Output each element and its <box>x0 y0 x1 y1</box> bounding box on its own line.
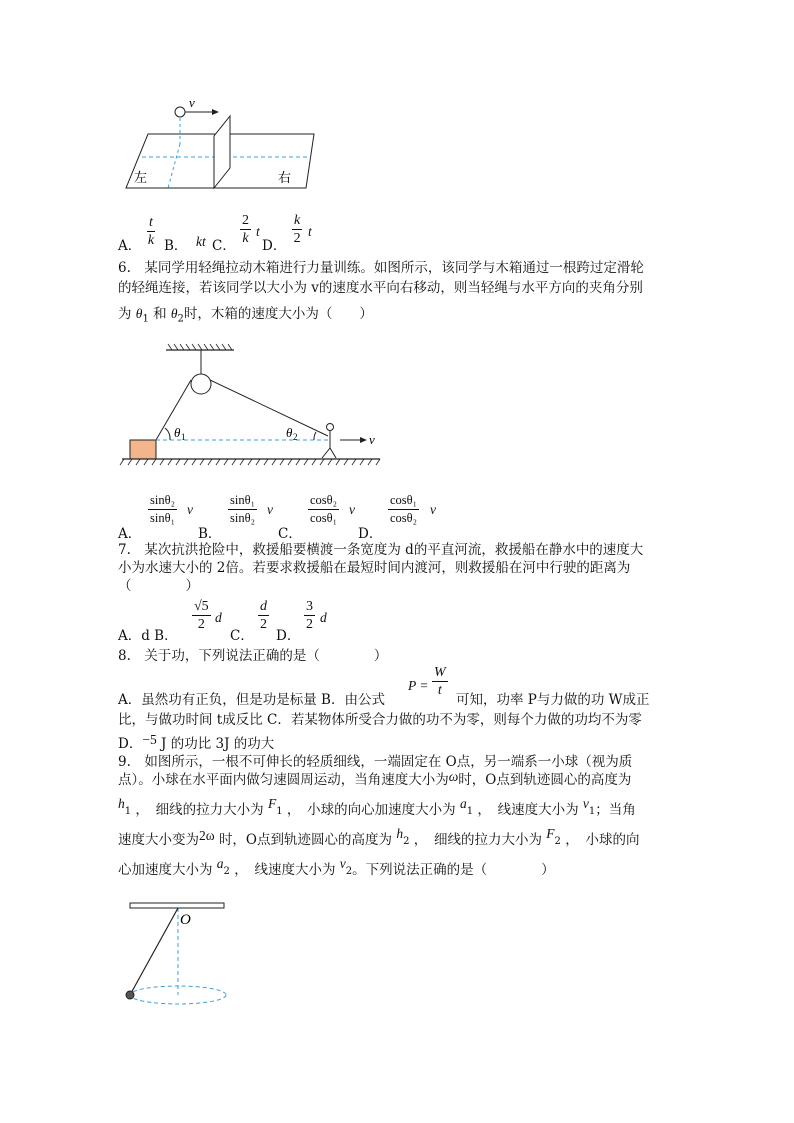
q7-option-a-b-text: A．d B． <box>118 628 178 644</box>
q7-c-den: 2 <box>260 617 267 632</box>
fig6-theta1-sub: 1 <box>181 432 186 442</box>
q6-c-num: cosθ₂ <box>308 492 339 510</box>
q9-h2-sub: 2 <box>403 835 410 847</box>
q9-line4-b: 时，O点到轨迹圆心的高度为 <box>218 832 393 848</box>
q9-F1: F <box>267 796 277 811</box>
q9-line-3 <box>118 796 636 826</box>
q9-v2: v <box>339 856 346 871</box>
fig6-theta1: θ <box>174 425 181 440</box>
q7-option-c-fraction <box>258 598 269 633</box>
q6-option-a-prefix: A． <box>118 526 142 542</box>
q8-line-3: 比，与做功时间 t成反比 C．若某物体所受合力做的功不为零，则每个力做的功均不为零 <box>118 712 642 728</box>
q8-line-4 <box>118 734 274 754</box>
q8-line4-b: J 的功比 3J 的功大 <box>161 736 275 752</box>
q6-d-tail: v <box>430 502 436 517</box>
q6-option-b-prefix: B． <box>198 526 222 542</box>
fig6-theta2-sub: 2 <box>293 432 298 442</box>
q6-b-num: sinθ₁ <box>228 492 257 510</box>
q5-a-den: k <box>147 233 155 248</box>
q9-v1: v <box>582 796 589 811</box>
q6-line-2: 的轻绳连接，若该同学以大小为 v的速度水平向右移动，则当轻绳与水平方向的夹角分别 <box>118 280 643 296</box>
q9-line3-a: ， 细线的拉力大小为 <box>135 802 264 818</box>
q9-line-5 <box>118 856 555 886</box>
q5-option-d-prefix: D． <box>262 238 287 254</box>
q6-d-den: cosθ₂ <box>390 511 418 525</box>
q6-a-tail: v <box>187 502 193 517</box>
q6-c-tail: v <box>349 502 355 517</box>
q6-line3-c: 时，木箱的速度大小为（ ） <box>183 306 373 322</box>
q5-d-num: k <box>294 213 301 228</box>
q9-two-omega: 2ω <box>199 828 215 843</box>
q9-h1: h <box>118 796 125 811</box>
q9-v2-sub: 2 <box>345 865 353 877</box>
q5-option-c-fraction <box>240 212 251 247</box>
q7-b-num: √5 <box>194 599 209 614</box>
fig5-label-v: v <box>189 96 195 110</box>
q9-line-4 <box>118 826 640 856</box>
q5-d-den: 2 <box>293 231 301 246</box>
q6-line-3 <box>118 304 373 330</box>
q8-line-2b: 可知，功率 P与力做的功 W成正 <box>456 692 650 708</box>
q8-line4-value: −5 <box>142 732 157 747</box>
q5-option-a-prefix: A． <box>118 238 142 254</box>
q6-option-c-fraction <box>308 492 339 527</box>
q7-option-c-prefix: C． <box>230 628 254 644</box>
q7-option-b-fraction <box>192 598 211 633</box>
q8-formula-num: W <box>434 665 446 680</box>
fig5-label-left: 左 <box>134 170 148 185</box>
q8-line-2a: A．虽然功有正负，但是功是标量 B．由公式 <box>118 692 385 708</box>
q7-b-den: 2 <box>197 617 205 632</box>
q5-option-a-fraction <box>147 214 155 249</box>
q5-a-num: t <box>149 215 153 230</box>
q9-omega: ω <box>448 769 459 784</box>
q9-line4-d: ， 小球的向 <box>565 832 640 848</box>
q9-v1-sub: 1 <box>588 805 596 817</box>
q7-d-den: 2 <box>306 617 313 632</box>
q9-line5-c: 。下列说法正确的是（ ） <box>352 862 555 878</box>
q9-F1-sub: 1 <box>276 805 283 817</box>
q6-d-num: cosθ₁ <box>388 492 419 510</box>
q9-F2-sub: 2 <box>554 835 561 847</box>
fig5-label-right: 右 <box>278 170 292 185</box>
q8-line-1: 8. 关于功，下列说法正确的是（ ） <box>118 648 388 664</box>
figure-q5-plane <box>118 96 318 196</box>
q9-line3-d: ；当角 <box>595 802 636 818</box>
q6-line-1: 6. 某同学用轻绳拉动木箱进行力量训练。如图所示，该同学与木箱通过一根跨过定滑轮 <box>118 260 644 276</box>
q9-line4-a: 速度大小变为 <box>118 832 199 848</box>
q9-line5-b: ， 线速度大小为 <box>234 862 336 878</box>
q8-formula-den: t <box>437 683 442 698</box>
q6-theta1: θ <box>135 306 143 321</box>
q7-d-num: 3 <box>306 599 313 614</box>
q5-c-num: 2 <box>242 213 249 228</box>
q9-F2: F <box>546 826 555 841</box>
q6-b-den: sinθ₂ <box>230 511 255 525</box>
q6-option-a-fraction <box>148 492 177 527</box>
figure-q6-pulley <box>118 340 388 470</box>
q8-formula-lhs: P = <box>408 678 429 693</box>
q8-line4-a: D． <box>118 736 143 752</box>
q7-option-d-prefix: D． <box>276 628 301 644</box>
q7-d-tail: d <box>320 610 327 625</box>
q7-b-tail: d <box>215 610 222 625</box>
q6-line3-a: 为 <box>118 306 132 322</box>
q6-a-den: sinθ₁ <box>150 511 175 525</box>
q6-theta1-sub: 1 <box>142 313 149 325</box>
q6-theta2-sub: 2 <box>177 313 184 325</box>
q6-option-b-fraction <box>228 492 257 527</box>
q9-a2: a <box>216 856 224 871</box>
q9-a1: a <box>459 796 467 811</box>
q7-line-3: （ ） <box>118 578 199 594</box>
q7-option-d-fraction <box>304 598 315 633</box>
q6-theta2: θ <box>170 306 178 321</box>
q9-h2: h <box>396 826 404 841</box>
q5-option-b-prefix: B． <box>164 238 188 254</box>
q7-line-1: 7. 某次抗洪抢险中，救援船要横渡一条宽度为 d的平直河流，救援船在静水中的速度大 <box>118 542 644 558</box>
q7-line-2: 小为水速大小的 2倍。若要求救援船在最短时间内渡河，则救援船在河中行驶的距离为 <box>118 560 631 576</box>
q9-line3-c: ， 线速度大小为 <box>477 802 579 818</box>
q6-option-c-prefix: C． <box>278 526 302 542</box>
figure-q9-conical-pendulum <box>118 895 238 1010</box>
q5-c-den: k <box>242 231 249 246</box>
q5-option-c-prefix: C． <box>212 238 236 254</box>
q7-c-num: d <box>260 599 267 614</box>
q6-option-d-prefix: D． <box>358 526 383 542</box>
q6-line3-b: 和 <box>153 306 167 322</box>
q6-c-den: cosθ₁ <box>310 511 338 525</box>
q9-line-2 <box>118 770 631 790</box>
q6-b-tail: v <box>267 502 273 517</box>
q9-a2-sub: 2 <box>223 865 230 877</box>
q6-a-num: sinθ₂ <box>148 492 177 510</box>
q9-line5-a: 心加速度大小为 <box>118 862 213 878</box>
q5-option-b-text: kt <box>196 234 206 249</box>
q9-a1-sub: 1 <box>466 805 474 817</box>
q5-d-tail: t <box>308 224 312 239</box>
q9-h1-sub: 1 <box>124 805 132 817</box>
fig6-theta2: θ <box>286 425 293 440</box>
q5-option-d-fraction <box>292 212 302 247</box>
q6-option-d-fraction <box>388 492 419 527</box>
q9-line3-b: ， 小球的向心加速度大小为 <box>286 802 456 818</box>
q9-line4-c: ， 细线的拉力大小为 <box>413 832 542 848</box>
q9-line-1: 9. 如图所示，一根不可伸长的轻质细线，一端固定在 O点，另一端系一小球（视为质 <box>118 754 633 770</box>
q9-line2-a: 点）。小球在水平面内做匀速圆周运动，当角速度大小为 <box>118 772 449 788</box>
q5-c-tail: t <box>256 224 260 239</box>
fig6-label-v: v <box>369 432 375 447</box>
q9-line2-b: 时，O点到轨迹圆心的高度为 <box>458 772 632 788</box>
q8-formula-fraction <box>432 664 448 699</box>
fig9-label-O: O <box>180 912 191 928</box>
